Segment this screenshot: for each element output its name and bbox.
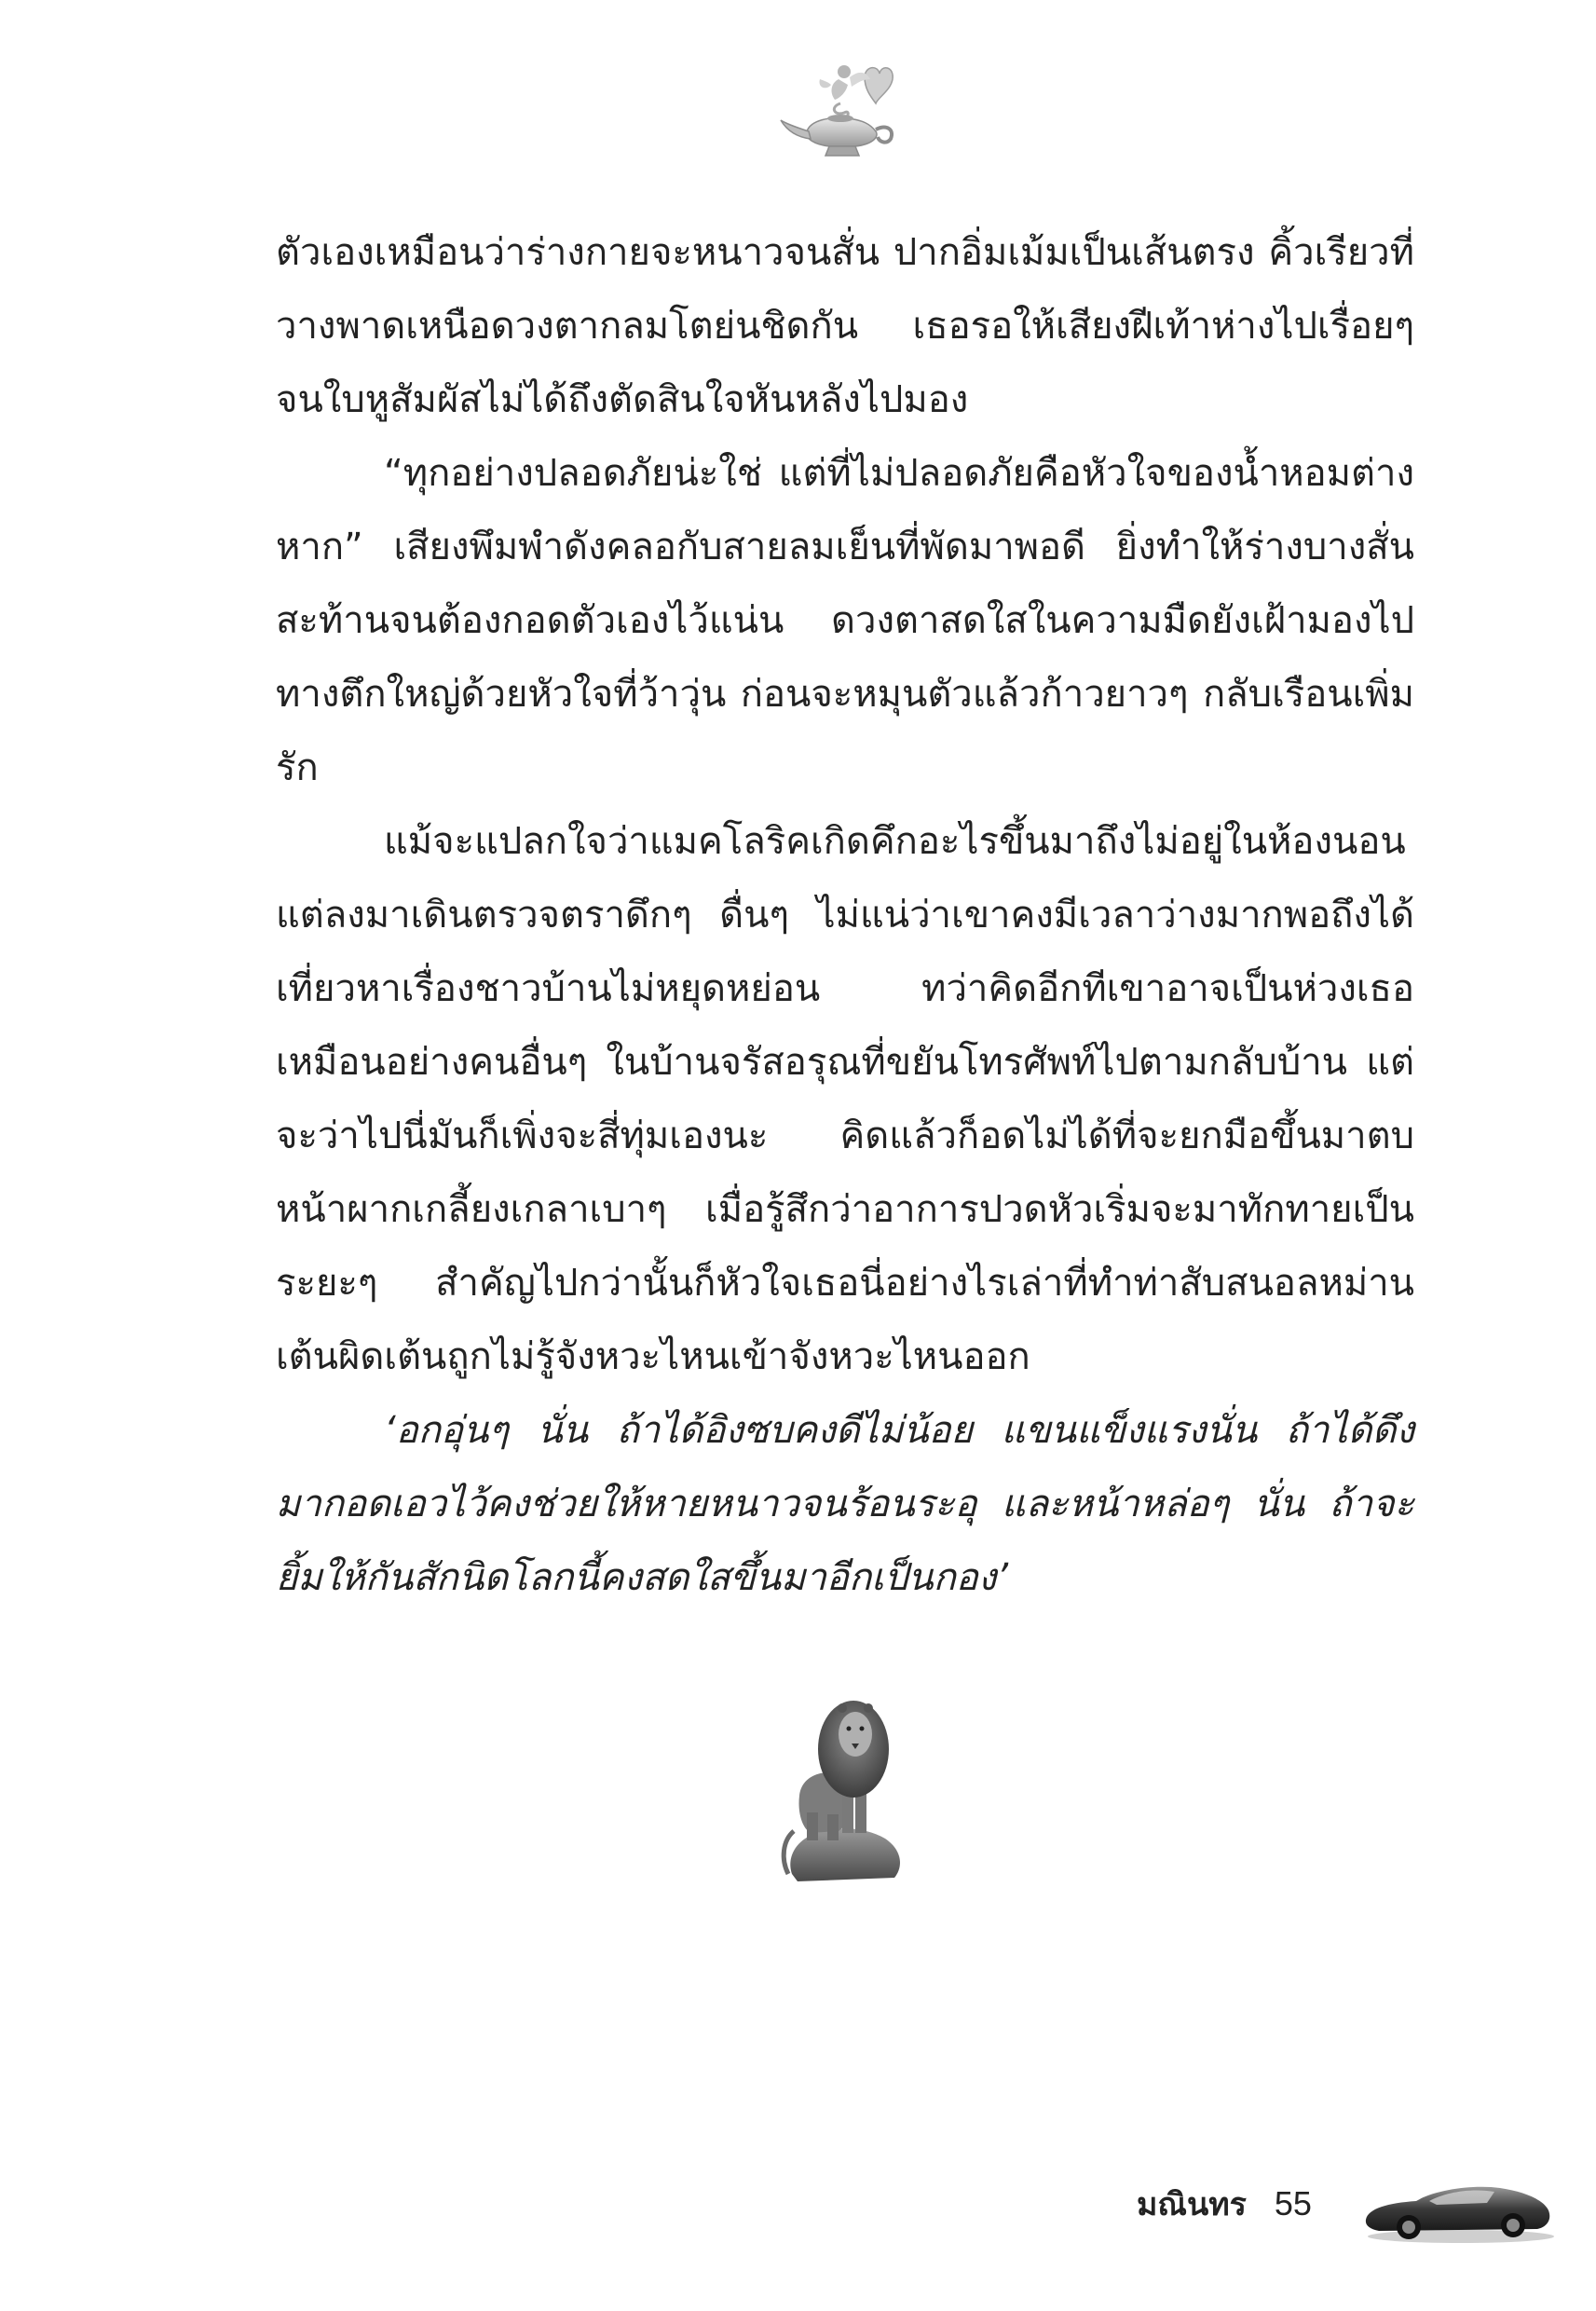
page-number: 55 (1274, 2184, 1312, 2222)
author-name: มณินทร (1137, 2186, 1247, 2223)
body-text (276, 216, 1414, 1615)
genie-lamp-cupid-icon (773, 51, 904, 163)
paragraph-continuation: ตัวเองเหมือนว่าร่างกายจะหนาวจนสั่น ปากอิ่มเม้มเป็นเส้นตรง คิ้วเรียวที่วางพาดเหนือดวงตากลมโตย่นชิดกัน เธอรอให้เสียงฝีเท้าห่างไปเรื่อยๆ จนใบหูสัมผัสไม่ได้ถึงตัดสินใจหันหลังไปมอง (276, 231, 1414, 421)
page-footer (1137, 2167, 1312, 2241)
lion-on-rock-illustration (773, 1691, 908, 1887)
paragraph-dialogue: “ทุกอย่างปลอดภัยน่ะใช่ แต่ที่ไม่ปลอดภัยคือหัวใจของน้ำหอมต่างหาก” เสียงพึมพำดังคลอกับสายลมเย็นที่พัดมาพอดี ยิ่งทำให้ร่างบางสั่นสะท้านจนต้องกอดตัวเองไว้แน่น ดวงตาสดใสในความมืดยังเฝ้ามองไปทางตึกใหญ่ด้วยหัวใจที่ว้าวุ่น ก่อนจะหมุนตัวแล้วก้าวยาวๆ กลับเรือนเพิ่มรัก (276, 452, 1414, 789)
paragraph-narration: แม้จะแปลกใจว่าแมคโลริคเกิดคึกอะไรขึ้นมาถึงไม่อยู่ในห้องนอน แต่ลงมาเดินตรวจตราดึกๆ ดื่นๆ ไม่แน่ว่าเขาคงมีเวลาว่างมากพอถึงได้เที่ยวหาเรื่องชาวบ้านไม่หยุดหย่อน ทว่าคิดอีกทีเขาอาจเป็นห่วงเธอเหมือนอย่างคนอื่นๆ ในบ้านจรัสอรุณที่ขยันโทรศัพท์ไปตามกลับบ้าน แต่จะว่าไปนี่มันก็เพิ่งจะสี่ทุ่มเองนะ คิดแล้วก็อดไม่ได้ที่จะยกมือขึ้นมาตบหน้าผากเกลี้ยงเกลาเบาๆ เมื่อรู้สึกว่าอาการปวดหัวเริ่มจะมาทักทายเป็นระยะๆ สำคัญไปกว่านั้นก็หัวใจเธอนี่อย่างไรเล่าที่ทำท่าสับสนอลหม่าน เต้นผิดเต้นถูกไม่รู้จังหวะไหนเข้าจังหวะไหนออก (276, 820, 1414, 1378)
sports-car-illustration (1360, 2171, 1556, 2246)
paragraph-inner-thought: ‘อกอุ่นๆ นั่น ถ้าได้อิงซบคงดีไม่น้อย แขนแข็งแรงนั่น ถ้าได้ดึงมากอดเอวไว้คงช่วยให้หายหนาวจนร้อนระอุ และหน้าหล่อๆ นั่น ถ้าจะยิ้มให้กันสักนิดโลกนี้คงสดใสขึ้นมาอีกเป็นกอง’ (276, 1409, 1414, 1599)
